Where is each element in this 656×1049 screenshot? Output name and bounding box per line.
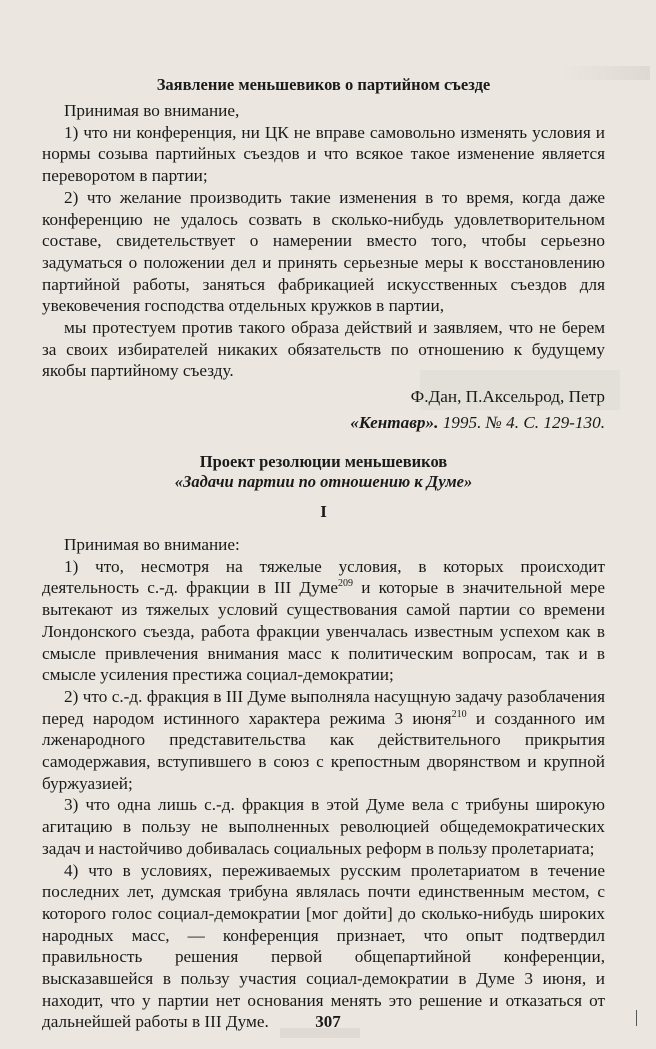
statement-title: Заявление меньшевиков о партийном съезде — [156, 75, 491, 94]
statement-paragraph: 1) что ни конференция, ни ЦК не вправе самовольно изменять условия и нормы созыва партийных съездов и что всякое такое изменение является переворотом в партии; — [42, 122, 605, 186]
point-1-text: 1) что, несмотря на тяжелые условия, в которых происходит деятельность с.-д. фракции в III Думе — [42, 556, 605, 598]
statement-paragraph: 2) что желание производить такие изменения в то время, когда даже конференцию не удалось созвать в сколько-нибудь удовлетворительном составе, свидетельствует о намерении вместо того, чтобы серьезно задуматься о положении дел и принять серьезные меры к восстановлению партийной работы, заняться фабрикацией искусственных съездов для увековечения господства отдельных кружков в партии, — [42, 187, 605, 316]
statement-paragraph: мы протестуем против такого образа действий и заявляем, что не берем за своих избирателей никаких обязательств по отношению к будущему якобы партийному съезду. — [42, 318, 605, 381]
footnote-ref-210: 210 — [451, 708, 467, 720]
resolution-point-3: 3) что одна лишь с.-д. фракция в этой Думе вела с трибуны широкую агитацию в пользу не выполненных революцией общедемократических задач и настойчиво добивалась социальных реформ в пользу пролетариата; — [42, 795, 605, 858]
resolution-intro: Принимая во внимание: — [64, 535, 240, 554]
section-number: I — [320, 502, 327, 521]
point-2-text: 2) что с.-д. фракция в III Думе выполняла насущную задачу разоблачения перед народом истинного характера режима 3 июня — [42, 686, 605, 728]
page-number: 307 — [315, 1012, 341, 1031]
resolution-point-2 — [42, 686, 605, 795]
resolution-point-4: 4) что в условиях, переживаемых русским пролетариатом в течение последних лет, думская трибуна являлась почти единственным местом, с которого голос социал-демократии [мог дойти] до сколько-нибудь широких народных масс, — конференция признает, что опыт подтвердил правильность решения первой общепартийной конференции, высказавшейся в пользу участия социал-демократии в Думе 3 июня, и находит, что у партии нет основания менять это решение и отказаться от дальнейшей работы в III Думе. — [42, 860, 605, 1032]
resolution-body — [42, 534, 605, 1033]
statement-paragraph: Принимая во внимание, — [64, 101, 240, 120]
footnote-ref-209: 209 — [338, 578, 354, 590]
resolution-title: Проект резолюции меньшевиков — [199, 452, 448, 471]
statement-signature: Ф.Дан, П.Аксельрод, Петр — [410, 387, 605, 407]
statement-source — [42, 412, 605, 434]
resolution-subtitle: «Задачи партии по отношению к Думе» — [174, 472, 473, 491]
source-details: 1995. № 4. С. 129-130. — [442, 412, 605, 432]
margin-mark — [636, 1010, 637, 1026]
source-journal: «Кентавр». — [350, 412, 439, 432]
point-1-text-cont: и которые в значительной мере вытекают из тяжелых условий существования самой партии со времени Лондонского съезда, работа фракции увенчалась известным успехом как в смысле привлечения внимания масс к политическим вопросам, так и в смысле усиления престижа социал-демократии; — [42, 578, 605, 685]
resolution-point-1 — [42, 556, 605, 686]
point-2-text-cont: и созданного им лженародного представительства как действительного прикрытия самодержавия, вступившего в союз с крепостным дворянством и крупной буржуазией; — [42, 708, 605, 793]
statement-body — [42, 100, 605, 434]
